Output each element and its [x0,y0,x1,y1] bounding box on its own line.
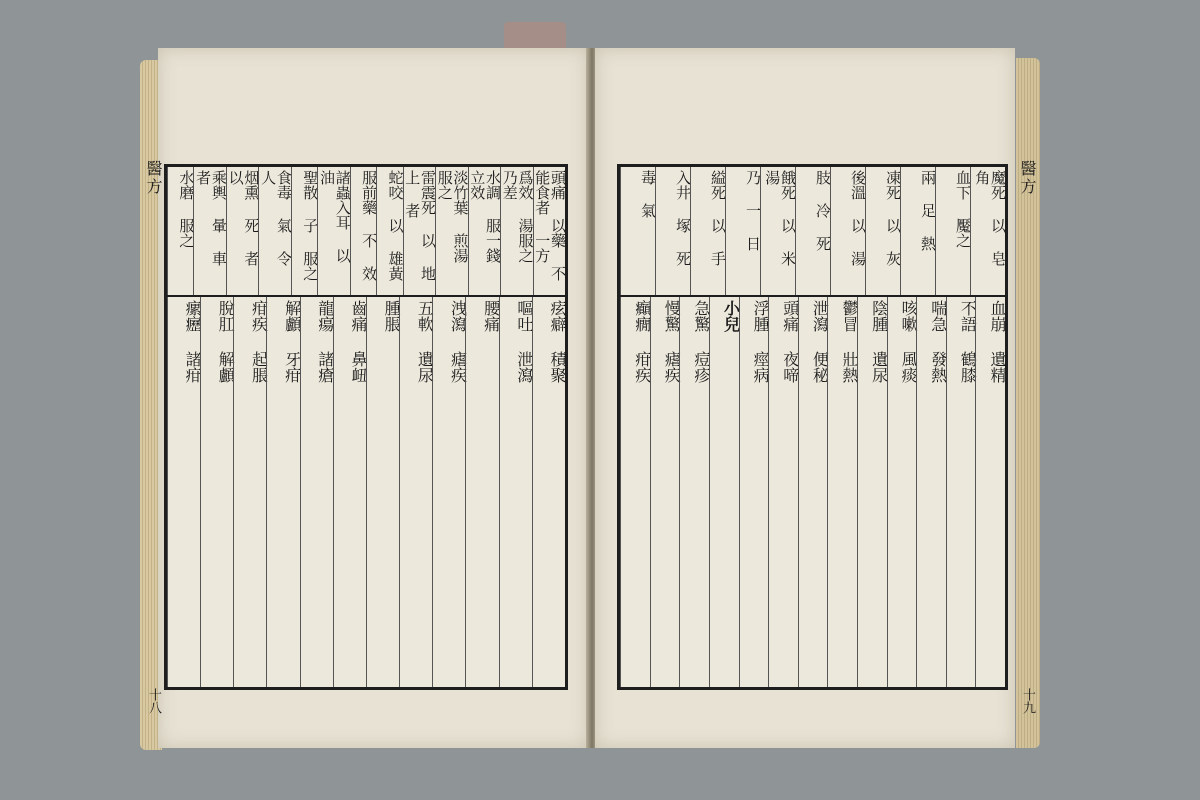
text-column: 龍瘍 諸瘡 [300,297,333,687]
text-column: 頭痛 以藥 不能食者 一方 [533,167,566,295]
text-column: 喘急 發熱 [916,297,946,687]
text-column: 浮腫 痙病 [739,297,769,687]
left-margin-title: 醫方 [144,160,163,196]
text-column: 淡竹葉 煎湯 服之 [435,167,468,295]
right-page-number: 十九 [1020,688,1035,714]
text-column: 聖散 子 服之 [291,167,317,295]
right-upper-columns [620,167,1005,295]
text-column: 毒 氣 [620,167,655,295]
text-column: 縊死 以 手 [690,167,725,295]
text-column: 鬱冒 壯熱 [827,297,857,687]
right-margin-title: 醫方 [1018,160,1037,196]
text-column: 疳疾 起脹 [233,297,266,687]
open-book [140,48,1040,756]
left-page-number: 十八 [146,688,161,714]
text-column: 腰痛 [465,297,498,687]
text-column: 陰腫 遺尿 [857,297,887,687]
text-column: 後溫 以 湯 [830,167,865,295]
text-column: 雷震死 以 地上 者 [403,167,436,295]
text-column: 嘔吐 泄瀉 [499,297,532,687]
text-column: 乃 一 日 [725,167,760,295]
text-column: 入井 塚 死 [655,167,690,295]
text-column: 烟熏 死 者 以 [226,167,259,295]
text-column: 癲癇 疳疾 [620,297,650,687]
text-column: 餓死 以 米 湯 [760,167,795,295]
text-column: 慢驚 瘧疾 [650,297,680,687]
text-column: 兩 足 熱 [900,167,935,295]
text-column: 凍死 以 灰 [865,167,900,295]
section-label: 小兒 [709,297,739,687]
text-column: 洩瀉 瘧疾 [432,297,465,687]
text-column: 頭痛 夜啼 [768,297,798,687]
text-column: 解顱 牙疳 [266,297,299,687]
text-column: 不語 鶴膝 [946,297,976,687]
right-upper-band [620,167,1005,297]
left-text-frame [164,164,568,690]
text-column: 血崩 遺精 [975,297,1005,687]
text-column: 血下 魘之 [935,167,970,295]
text-column: 齒痛 鼻衄 [333,297,366,687]
left-upper-columns [167,167,565,295]
text-column: 水調 服一錢 立效 [468,167,501,295]
text-column: 水磨 服之 [167,167,193,295]
text-column: 急驚 痘疹 [679,297,709,687]
text-column: 腫脹 [366,297,399,687]
left-lower-columns [167,297,565,687]
text-column: 服前藥 不 效 [350,167,376,295]
right-page [595,48,1037,748]
text-column: 爲效 湯服之 乃差 [500,167,533,295]
text-column: 食毒 氣 令 人 [258,167,291,295]
left-upper-band [167,167,565,297]
text-column: 乘輿 暈 車 者 [193,167,226,295]
text-column: 瘰癧 諸疳 [167,297,200,687]
text-column: 脫肛 解顱 [200,297,233,687]
right-text-frame [617,164,1008,690]
text-column: 泄瀉 便秘 [798,297,828,687]
text-column: 痃癖 積聚 [532,297,565,687]
text-column: 肢 冷 死 [795,167,830,295]
left-page [144,48,588,748]
text-column: 諸蟲入耳 以 油 [317,167,350,295]
text-column: 咳嗽 風痰 [887,297,917,687]
right-lower-columns [620,297,1005,687]
text-column: 五軟 遺尿 [399,297,432,687]
text-column: 魔死 以 皂 角 [970,167,1005,295]
text-column: 蛇咬 以 雄黃 [376,167,402,295]
